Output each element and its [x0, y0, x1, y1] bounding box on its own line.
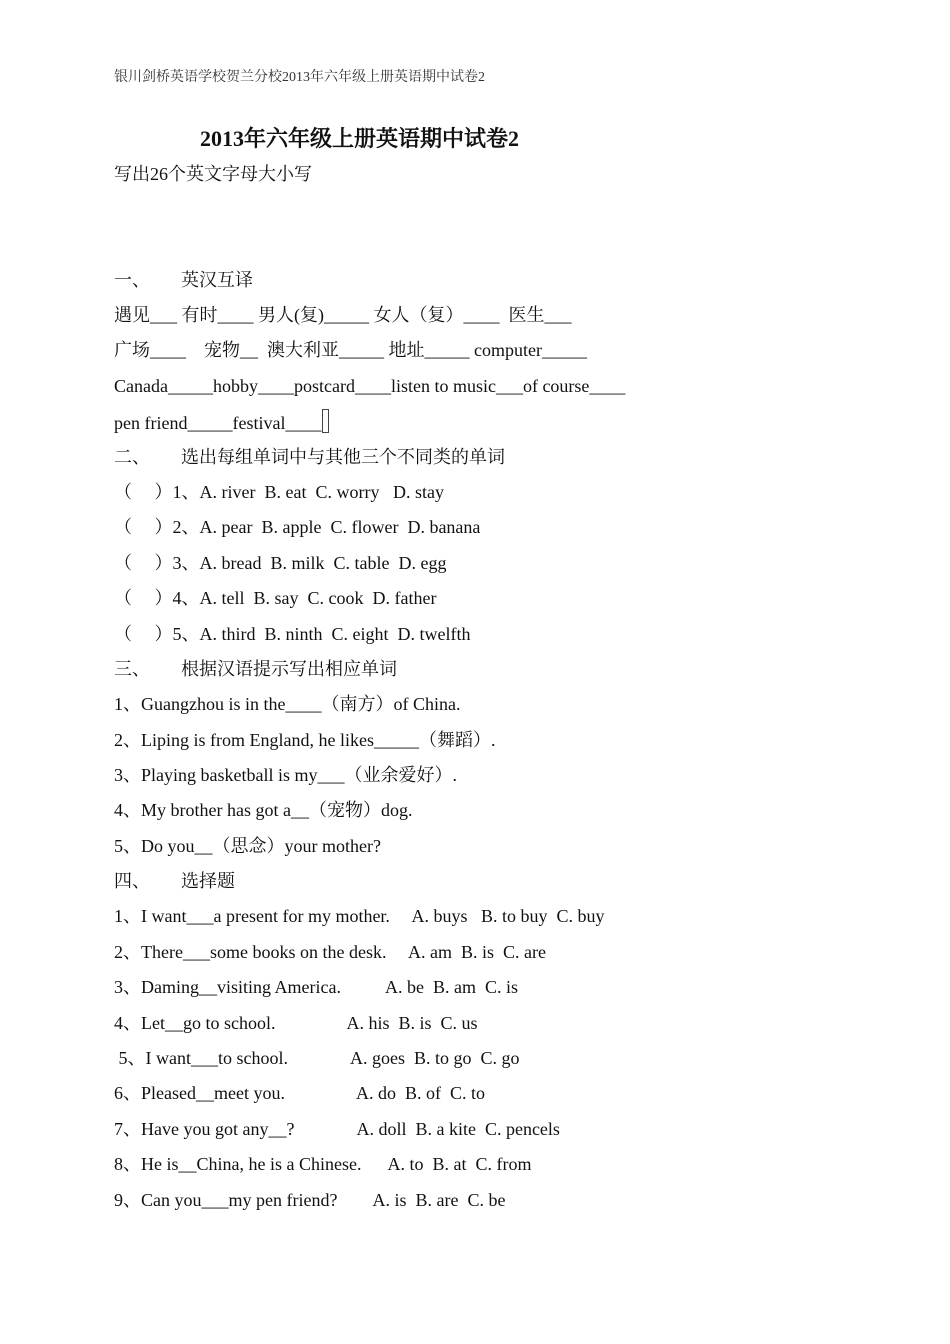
- section4-title: 选择题: [181, 871, 235, 891]
- section1-line: Canada_____hobby____postcard____listen to music___of course____: [114, 376, 626, 396]
- section4-item: 7、Have you got any__? A. doll B. a kite C. pencels: [114, 1119, 560, 1139]
- section3-title: 根据汉语提示写出相应单词: [181, 659, 397, 679]
- section3-item: 5、Do you__（思念）your mother?: [114, 836, 381, 856]
- section2-number: 二、: [114, 447, 150, 467]
- intro-instruction: 写出26个英文字母大小写: [114, 164, 312, 184]
- section3-item: 1、Guangzhou is in the____（南方）of China.: [114, 694, 461, 714]
- section4-item: 8、He is__China, he is a Chinese. A. to B. at C. from: [114, 1154, 532, 1174]
- page-header: 银川剑桥英语学校贺兰分校2013年六年级上册英语期中试卷2: [114, 70, 485, 85]
- section2-item: （ ）1、A. river B. eat C. worry D. stay: [114, 482, 444, 502]
- section1-line: 遇见___ 有时____ 男人(复)_____ 女人（复）____ 医生___: [114, 305, 572, 325]
- section4-item: 4、Let__go to school. A. his B. is C. us: [114, 1013, 478, 1033]
- section4-item: 3、Daming__visiting America. A. be B. am C. is: [114, 977, 518, 997]
- section3-item: 2、Liping is from England, he likes_____（舞蹈）.: [114, 730, 496, 750]
- section1-title: 英汉互译: [181, 270, 253, 290]
- section3-item: 4、My brother has got a__（宠物）dog.: [114, 800, 413, 820]
- section4-item: 1、I want___a present for my mother. A. buys B. to buy C. buy: [114, 906, 605, 926]
- section1-number: 一、: [114, 270, 150, 290]
- section4-item: 9、Can you___my pen friend? A. is B. are C. be: [114, 1190, 506, 1210]
- section4-item: 5、I want___to school. A. goes B. to go C. go: [114, 1048, 520, 1068]
- section3-number: 三、: [114, 659, 150, 679]
- section1-line: pen friend_____festival____: [114, 413, 322, 433]
- section1-line-4: [114, 409, 329, 435]
- section1-heading: [114, 268, 253, 292]
- section2-item: （ ）5、A. third B. ninth C. eight D. twelfth: [114, 624, 471, 644]
- page-title: 2013年六年级上册英语期中试卷2: [200, 126, 520, 151]
- section4-item: 6、Pleased__meet you. A. do B. of C. to: [114, 1083, 485, 1103]
- section2-item: （ ）4、A. tell B. say C. cook D. father: [114, 588, 437, 608]
- section4-item: 2、There___some books on the desk. A. am B. is C. are: [114, 942, 546, 962]
- section3-heading: [114, 657, 397, 681]
- section2-title: 选出每组单词中与其他三个不同类的单词: [181, 447, 505, 467]
- section2-item: （ ）2、A. pear B. apple C. flower D. banana: [114, 517, 481, 537]
- section2-item: （ ）3、A. bread B. milk C. table D. egg: [114, 553, 447, 573]
- section1-line: 广场____ 宠物__ 澳大利亚_____ 地址_____ computer_____: [114, 340, 587, 360]
- section3-item: 3、Playing basketball is my___（业余爱好）.: [114, 765, 457, 785]
- section2-heading: [114, 445, 505, 469]
- section4-heading: [114, 869, 235, 893]
- text-cursor: [322, 409, 329, 433]
- section4-number: 四、: [114, 871, 150, 891]
